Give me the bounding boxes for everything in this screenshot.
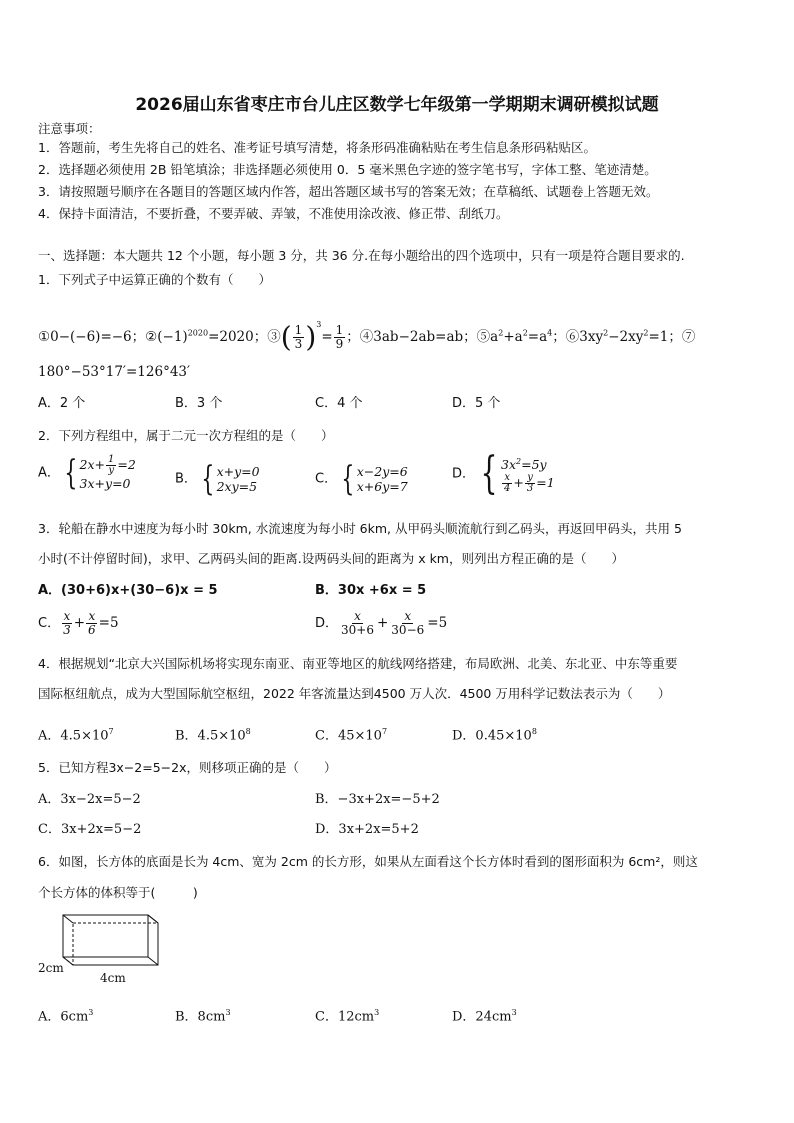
- q5-stem: 5．已知方程3x−2=5−2x，则移项正确的是（ ）: [38, 760, 337, 775]
- q3-option-b[interactable]: B．30x +6x = 5: [315, 583, 427, 598]
- notice-heading: 注意事项：: [38, 121, 101, 136]
- q1-frac: $\frac{1}{3}$: [294, 323, 303, 351]
- q3-option-a[interactable]: A．(30+6)x+(30−6)x = 5: [38, 583, 218, 598]
- q6-option-d[interactable]: D．$24cm^3$: [452, 1008, 517, 1025]
- exam-title: 2026届山东省枣庄市台儿庄区数学七年级第一学期期末调研模拟试题: [135, 95, 659, 115]
- q1-expr-7: 180°−53°17′=126°43′: [38, 364, 191, 380]
- q6-line-1: 6．如图，长方体的底面是长为 4cm、宽为 2cm 的长方形，如果从左面看这个长方体时看到的图形面积为 6cm²，则这: [38, 854, 698, 869]
- q1-expr-3-exp: 3: [316, 320, 322, 329]
- q3-line-1: 3．轮船在静水中速度为每小时 30km, 水流速度为每小时 6km, 从甲码头顺流航行到乙码头，再返回甲码头，共用 5: [38, 521, 682, 536]
- q1-option-b[interactable]: B．3 个: [175, 396, 223, 411]
- cuboid-figure: [38, 905, 168, 989]
- figure-depth-label: 2cm: [38, 961, 64, 975]
- q1-expressions: ①0−(−6)=−6；$②(-1)^{2020}=2020$；③( $\frac{1}{3}$ )$^3$= $\frac{1}{9}$ ；④3ab−2ab=ab；$⑤a^2+a^2=a^4$；$⑥3xy^2-2xy^2=1$；⑦: [38, 320, 696, 354]
- q1-expr-1: ①0−(−6)=−6；②: [38, 329, 158, 345]
- section-heading: 一、选择题：本大题共 12 个小题，每小题 3 分，共 36 分.在每小题给出的四个选项中，只有一项是符合题目要求的.: [38, 248, 685, 263]
- q1-expr-4: ；④3ab−2ab=ab；⑤a: [346, 329, 499, 345]
- q1-expr-6: ；⑥3xy: [552, 329, 604, 345]
- q1-expr-2-rest: =2020；③: [208, 329, 281, 345]
- q4-option-c[interactable]: C．$45\times 10^7$: [315, 727, 388, 744]
- brace: {: [201, 459, 215, 499]
- q4-option-d[interactable]: D．$0.45\times 10^8$: [452, 727, 537, 744]
- q2-option-c[interactable]: C． { x−2y=6 x+6y=7: [315, 459, 408, 499]
- notice-item-2: 2．选择题必须使用 2B 铅笔填涂；非选择题必须使用 0．5 毫米黑色字迹的签字笔书写，字体工整、笔迹清楚。: [38, 162, 657, 177]
- brace: {: [64, 453, 78, 493]
- q4-option-b[interactable]: B．$4.5\times 10^8$: [175, 727, 251, 744]
- q5-option-c[interactable]: C．3x+2x=5−2: [38, 822, 142, 837]
- q3-option-d[interactable]: D． $\frac{x}{30+6}$ + $\frac{x}{30-6}$ =5: [315, 609, 448, 637]
- q2-option-a[interactable]: A． { 2x+ $\frac{1}{y}$ =2 3x+y=0: [38, 453, 136, 493]
- q1-option-a[interactable]: A．2 个: [38, 396, 86, 411]
- q1-expr-2-exp: 2020: [187, 328, 209, 338]
- q1-expr-2-base: (−1): [157, 329, 188, 345]
- q6-option-c[interactable]: C．$12cm^3$: [315, 1008, 380, 1025]
- q1-option-d[interactable]: D．5 个: [452, 396, 501, 411]
- right-paren: ): [305, 320, 317, 354]
- q5-option-a[interactable]: A．3x−2x=5−2: [38, 792, 141, 807]
- q6-option-a[interactable]: A．$6cm^3$: [38, 1008, 94, 1025]
- q4-line-2: 国际枢纽航点，成为大型国际航空枢纽，2022 年客流量达到4500 万人次．4500 万用科学记数法表示为（ ）: [38, 686, 671, 701]
- q4-line-1: 4．根据规划“北京大兴国际机场将实现东南亚、南亚等地区的航线网络搭建，布局欧洲、北美、东北亚、中东等重要: [38, 656, 678, 671]
- q3-option-c[interactable]: C． $\frac{x}{3}$ + $\frac{x}{6}$ =5: [38, 609, 119, 637]
- q1-frac-result: $\frac{1}{9}$: [335, 323, 344, 351]
- notice-item-4: 4．保持卡面清洁，不要折叠，不要弄破、弄皱，不准使用涂改液、修正带、刮纸刀。: [38, 206, 509, 221]
- notice-item-1: 1．答题前，考生先将自己的姓名、准考证号填写清楚，将条形码准确粘贴在考生信息条形码粘贴区。: [38, 140, 596, 155]
- q2-stem: 2．下列方程组中，属于二元一次方程组的是（ ）: [38, 428, 334, 443]
- brace: {: [480, 448, 498, 499]
- q5-option-d[interactable]: D．3x+2x=5+2: [315, 822, 419, 837]
- notice-item-3: 3．请按照题号顺序在各题目的答题区域内作答，超出答题区域书写的答案无效；在草稿纸、试题卷上答题无效。: [38, 184, 659, 199]
- q2-option-d[interactable]: D． { $3x^2=5y$ $\frac{x}{4}$ + $\frac{y}{3}$ =1: [452, 448, 555, 499]
- q1-option-c[interactable]: C．4 个: [315, 396, 363, 411]
- q6-option-b[interactable]: B．$8cm^3$: [175, 1008, 231, 1025]
- q4-option-a[interactable]: A．$4.5\times 10^7$: [38, 727, 114, 744]
- q3-line-2: 小时(不计停留时间)，求甲、乙两码头间的距离.设两码头间的距离为 x km，则列出方程正确的是（ ）: [38, 551, 624, 566]
- brace: {: [341, 459, 355, 499]
- figure-width-label: 4cm: [100, 971, 126, 985]
- q1-stem: 1．下列式子中运算正确的个数有（ ）: [38, 272, 271, 287]
- left-paren: (: [280, 320, 292, 354]
- q5-option-b[interactable]: B．−3x+2x=−5+2: [315, 792, 440, 807]
- q2-option-b[interactable]: B． { x+y=0 2xy=5: [175, 459, 260, 499]
- q6-line-2: 个长方体的体积等于( ): [38, 885, 198, 900]
